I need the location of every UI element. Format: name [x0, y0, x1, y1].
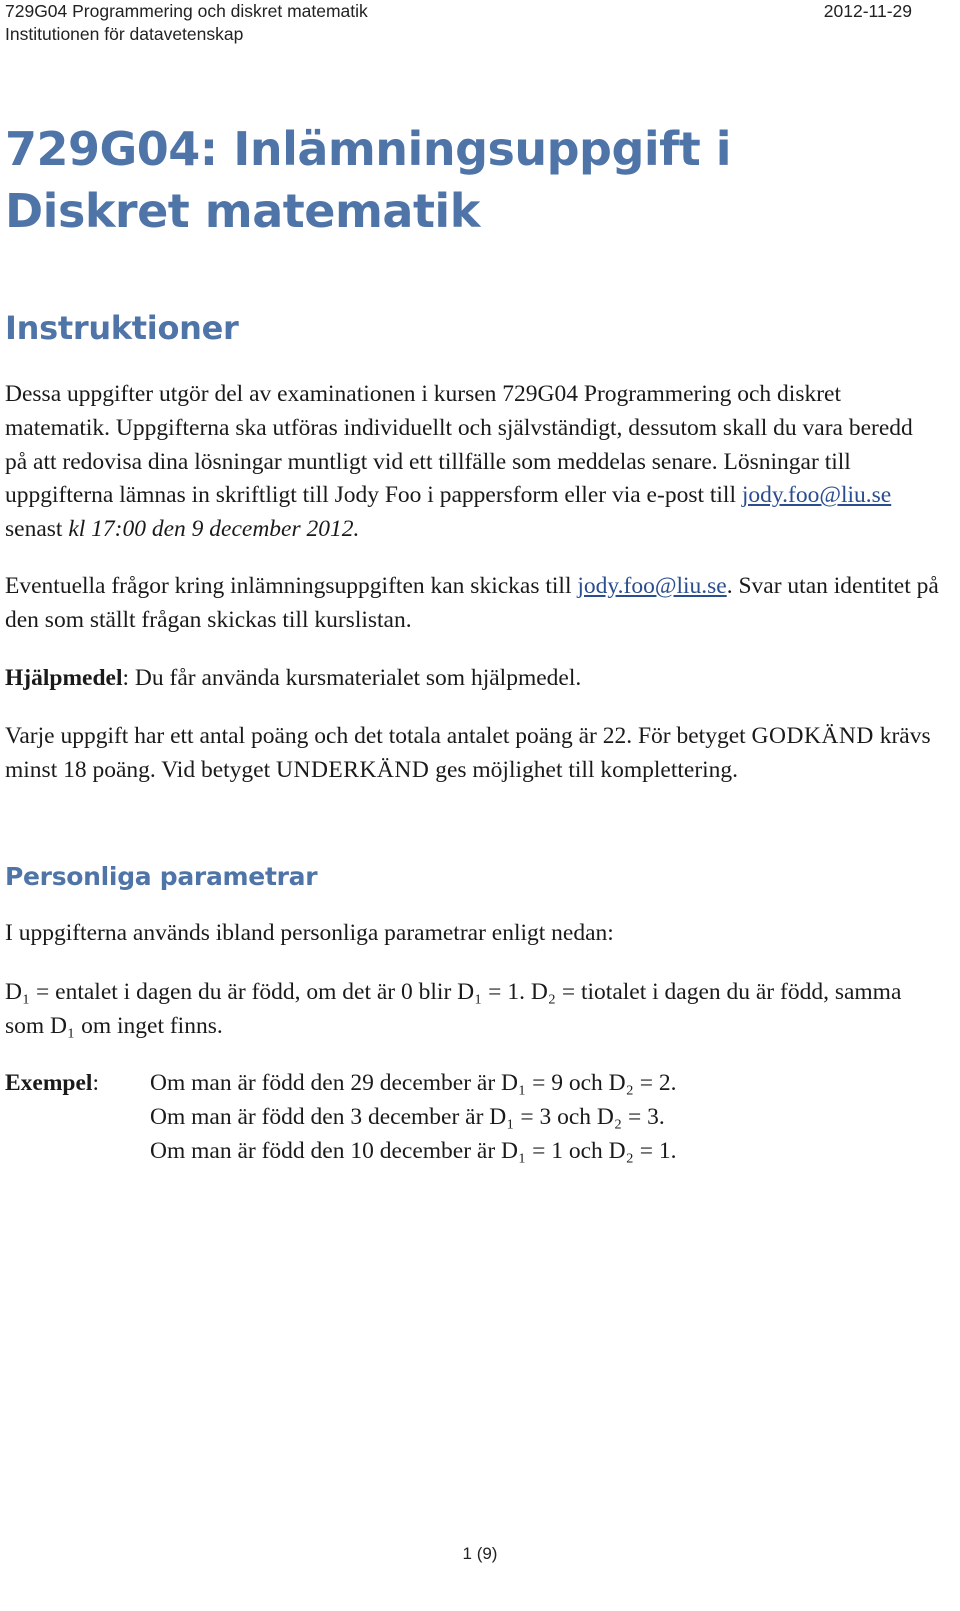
section-heading-instructions: Instruktioner: [5, 309, 239, 347]
aids-text: : Du får använda kursmaterialet som hjälpmedel.: [122, 665, 582, 691]
deadline-text: kl 17:00 den 9 december 2012: [68, 516, 354, 543]
example-line-3: Om man är född den 10 december är D₁ = 1 och D₂ = 1.: [150, 1138, 677, 1164]
header-date: 2012-11-29: [823, 1, 912, 21]
questions-text: Eventuella frågor kring inlämningsuppgiften kan skickas till: [5, 573, 572, 599]
points-text-3: ges möjlighet till komplettering.: [435, 756, 739, 783]
aids-paragraph: [5, 662, 940, 696]
email-link[interactable]: jody.foo@liu.se: [741, 482, 892, 509]
points-paragraph: [5, 720, 940, 788]
example-label: Exempel: [5, 1070, 93, 1096]
example-line-1: Om man är född den 29 december är D₁ = 9 och D₂ = 2.: [150, 1070, 677, 1096]
page-number: 1 (9): [462, 1544, 498, 1563]
header-course: 729G04 Programmering och diskret matematik: [5, 1, 368, 21]
questions-email-link[interactable]: jody.foo@liu.se: [577, 573, 727, 599]
grade-pass: GODKÄND: [751, 723, 874, 749]
grade-fail: UNDERKÄND: [276, 756, 430, 783]
example-line-2: Om man är född den 3 december är D₁ = 3 och D₂ = 3.: [150, 1104, 665, 1130]
example-lines: [150, 1066, 676, 1168]
aids-label: Hjälpmedel: [5, 665, 123, 691]
example-colon: :: [92, 1070, 99, 1096]
intro-text: Dessa uppgifter utgör del av examinationen i kursen 729G04 Programmering och diskret matematik. Uppgifterna ska utföras individuellt och självständigt, dessutom skall du vara beredd på att redovisa dina lösningar muntligt vid ett tillfälle som meddelas senare. Lösningar till uppgifterna lämnas in skriftligt till Jody Foo i pappersform eller via e-post till: [5, 381, 913, 509]
parameters-definition: D₁ = entalet i dagen du är född, om det är 0 blir D₁ = 1. D₂ = tiotalet i dagen du är född, samma som D₁ om inget finns.: [5, 979, 902, 1039]
page-header: [5, 0, 912, 46]
instructions-paragraph: [5, 378, 940, 547]
deadline-prefix: senast: [5, 516, 63, 543]
points-text-2: krävs minst 18 poäng. Vid betyget: [5, 723, 931, 783]
header-department: Institutionen för datavetenskap: [5, 24, 244, 44]
section-heading-parameters: Personliga parametrar: [5, 862, 318, 891]
deadline-suffix: .: [353, 516, 360, 543]
questions-suffix: . Svar utan identitet på den som ställt frågan skickas till kurslistan.: [5, 573, 939, 633]
document-title: 729G04: Inlämningsuppgift i Diskret matematik: [5, 122, 731, 238]
example-label-wrap: [5, 1066, 99, 1100]
header-left: [5, 0, 368, 46]
questions-paragraph: [5, 570, 940, 638]
parameters-intro: I uppgifterna används ibland personliga parametrar enligt nedan:: [5, 920, 614, 946]
points-text-1: Varje uppgift har ett antal poäng och det totala antalet poäng är 22. För betyget: [5, 723, 746, 749]
